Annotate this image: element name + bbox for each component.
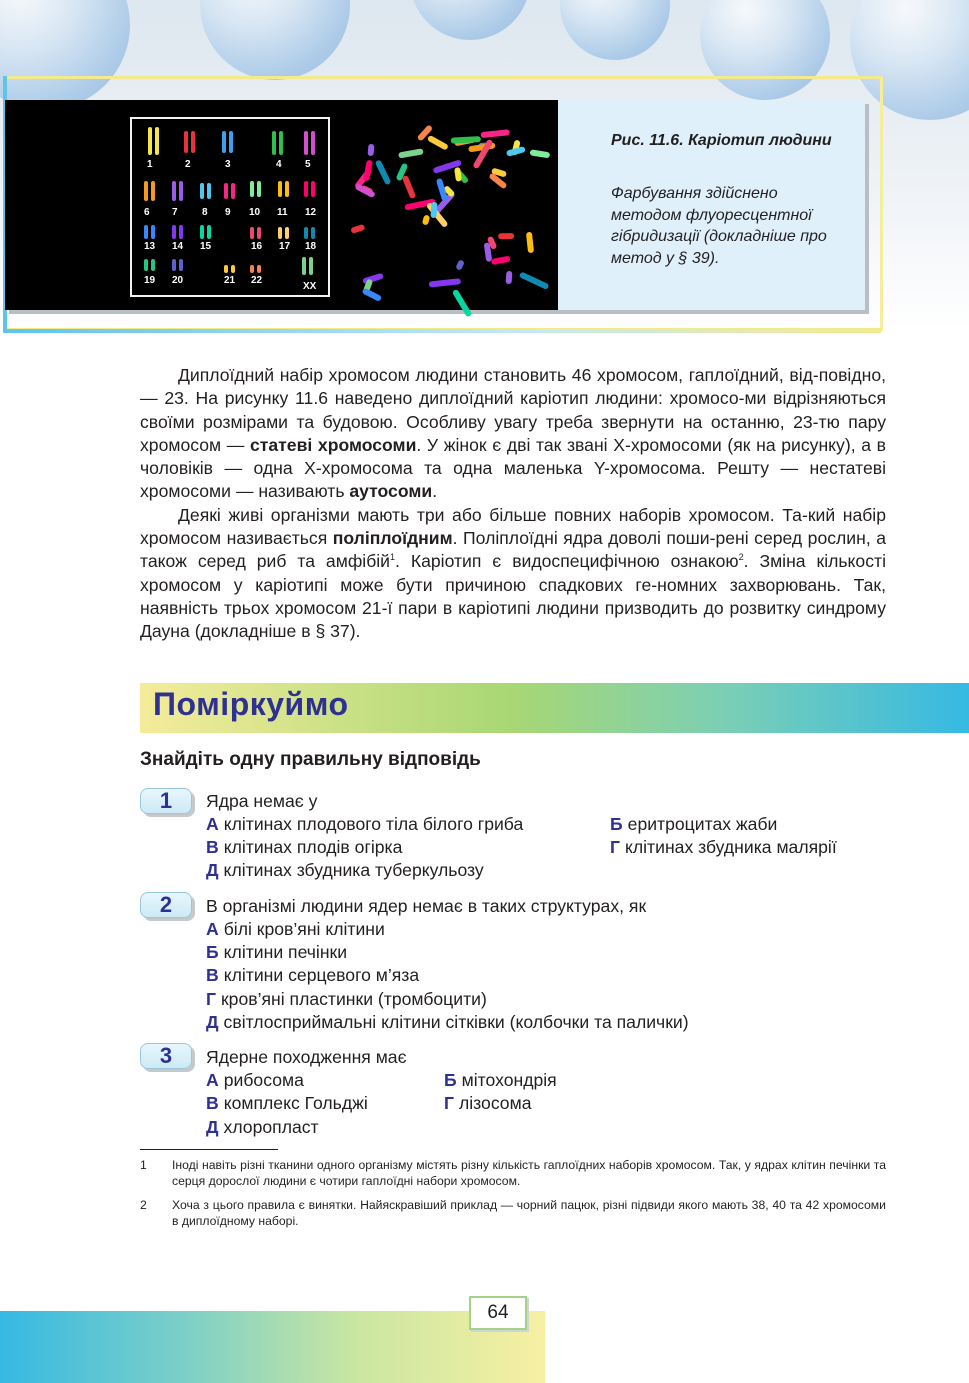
- chromosome: [184, 131, 188, 153]
- chromosome: [427, 135, 449, 151]
- chromosome: [422, 215, 431, 226]
- chromosome: [399, 148, 424, 158]
- chromosome: [222, 131, 226, 153]
- term-sex-chromosomes: статеві хромосоми: [249, 434, 417, 455]
- chromosome: [311, 181, 315, 197]
- chromosome: [250, 265, 254, 273]
- paragraph-1: Диплоїдний набір хромосом людини становить 46 хромосом, гаплоїдний, від-повідно, — 23. На рисунку 11.6 наведено диплоїдний каріотип людини: хромосо-ми відрізняються своїми розмірами та будовою. Особливу увагу треба звернути на останню, 23-тю пару хромосом — статеві хромосоми. У жінок є дві так звані X-хромосоми (як на рисунку), а в чоловіків — одна X-хромосома та одна маленька Y-хромосома. Решту — нестатеві хромосоми — називають аутосоми.: [140, 365, 887, 502]
- chromosome: [304, 227, 308, 239]
- chromosome: [278, 227, 282, 239]
- chromosome: [191, 131, 195, 153]
- question-1-text: Ядра немає у: [206, 791, 318, 811]
- chromosome: [250, 181, 254, 197]
- karyotype-label: 11: [277, 207, 288, 218]
- chromosome: [144, 181, 148, 201]
- chromosome: [498, 233, 514, 239]
- chromosome: [200, 225, 204, 239]
- karyotype-label: 21: [224, 275, 236, 286]
- chromosome: [207, 225, 211, 239]
- chromosome: [480, 129, 510, 138]
- karyotype-label: 2: [185, 159, 191, 170]
- karyotype-label: 20: [172, 275, 184, 286]
- chromosome: [309, 257, 313, 275]
- chromosome: [272, 131, 276, 155]
- q1-option-a[interactable]: А клітинах плодового тіла білого гриба: [206, 814, 524, 834]
- karyotype-label: 7: [172, 207, 178, 218]
- footnote-1-text: Іноді навіть різні тканини одного організму містять різну кількість гаплоїдних наборів хромосом. Так, у ядрах клітин печінки та серця дорослої людини є чотири гаплоїдні набори хромосом.: [172, 1158, 886, 1188]
- chromosome: [311, 227, 315, 239]
- q2-option-g[interactable]: Г кров’яні пластинки (тромбоцити): [206, 989, 487, 1009]
- chromosome: [304, 131, 308, 155]
- q1-option-v[interactable]: В клітинах плодів огірка: [206, 837, 403, 857]
- chromosome: [172, 259, 176, 271]
- chromosome: [454, 166, 462, 181]
- karyotype-label: XX: [303, 281, 317, 292]
- chromosome: [179, 225, 183, 239]
- chromosome: [250, 227, 254, 239]
- chromosome: [231, 265, 235, 273]
- chromosome: [285, 227, 289, 239]
- karyotype-grid: [130, 117, 330, 297]
- question-2-text: В організмі людини ядер немає в таких структурах, як: [206, 896, 647, 916]
- karyotype-label: 14: [172, 241, 184, 252]
- q3-option-a[interactable]: А рибосома: [206, 1070, 304, 1090]
- footnote-2-number: 2: [140, 1198, 147, 1212]
- karyotype-label: 22: [251, 275, 263, 286]
- footnote-ref-2[interactable]: 2: [738, 552, 744, 563]
- chromosome: [451, 136, 481, 144]
- q1-option-d[interactable]: Д клітинах збудника туберкульозу: [206, 860, 484, 880]
- chromosome: [491, 255, 510, 264]
- chromosome: [455, 259, 465, 271]
- chromosome: [151, 181, 155, 201]
- chromosome: [172, 225, 176, 239]
- page-number: 64: [469, 1296, 527, 1330]
- chromosome: [367, 143, 374, 155]
- q1-option-g[interactable]: Г клітинах збудника малярії: [610, 837, 837, 857]
- metaphase-spread-image: [345, 100, 558, 310]
- term-polyploid: поліплоїдним: [332, 528, 453, 549]
- footer-decoration: [0, 1311, 545, 1383]
- chromosome: [529, 149, 549, 158]
- chromosome: [285, 181, 289, 197]
- chromosome: [151, 259, 155, 271]
- task-instruction: Знайдіть одну правильну відповідь: [140, 749, 481, 770]
- chromosome: [257, 227, 261, 239]
- footnote-2-text: Хоча з цього правила є винятки. Найяскравіший приклад — чорний пацюк, різні підвиди якого мають 38, 40 та 42 хромосоми в диплоїдному наборі.: [172, 1198, 886, 1228]
- chromosome: [224, 183, 228, 199]
- karyotype-label: 18: [305, 241, 317, 252]
- footnote-2: [140, 1198, 886, 1229]
- karyotype-label: 6: [144, 207, 150, 218]
- chromosome: [148, 127, 152, 155]
- chromosome: [200, 183, 204, 199]
- chromosome: [179, 259, 183, 271]
- q3-option-v[interactable]: В комплекс Гольджі: [206, 1093, 368, 1113]
- chromosome: [363, 160, 373, 182]
- karyotype-label: 1: [147, 159, 153, 170]
- chromosome: [304, 181, 308, 197]
- chromosome: [519, 271, 550, 290]
- figure-caption-title: Рис. 11.6. Каріотип людини: [611, 132, 832, 149]
- chromosome: [351, 224, 366, 234]
- karyotype-label: 16: [251, 241, 263, 252]
- karyotype-label: 8: [202, 207, 208, 218]
- chromosome: [526, 232, 534, 253]
- q3-option-g[interactable]: Г лізосома: [444, 1093, 532, 1113]
- question-2-number: 2: [140, 892, 192, 918]
- karyotype-label: 19: [144, 275, 156, 286]
- chromosome: [311, 131, 315, 155]
- footnote-divider: [140, 1149, 278, 1150]
- chromosome: [278, 181, 282, 197]
- chromosome: [302, 257, 306, 275]
- footnote-1-number: 1: [140, 1158, 147, 1172]
- question-3-text: Ядерне походження має: [206, 1047, 407, 1067]
- karyotype-label: 3: [225, 159, 231, 170]
- footnote-1: [140, 1158, 886, 1189]
- footnote-ref-1[interactable]: 1: [390, 552, 396, 563]
- chromosome: [172, 181, 176, 201]
- chromosome: [224, 265, 228, 273]
- chromosome: [231, 183, 235, 199]
- chromosome: [257, 265, 261, 273]
- chromosome: [429, 278, 461, 287]
- chromosome: [229, 131, 233, 153]
- figure-frame-bottom: [3, 329, 881, 333]
- karyotype-label: 15: [200, 241, 212, 252]
- chromosome: [257, 181, 261, 197]
- karyotype-label: 13: [144, 241, 156, 252]
- karyotype-label: 10: [249, 207, 261, 218]
- karyotype-label: 17: [279, 241, 291, 252]
- chromosome: [506, 146, 526, 157]
- karyotype-label: 5: [305, 159, 311, 170]
- chromosome: [402, 174, 417, 199]
- section-title: Поміркуймо: [153, 686, 349, 722]
- chromosome: [279, 131, 283, 155]
- term-autosomes: аутосоми: [349, 481, 433, 502]
- figure-caption-text: Фарбування здійснено методом флуоресцентної гібридизації (докладніше про метод у § 39).: [611, 185, 827, 267]
- q2-option-b[interactable]: Б клітини печінки: [206, 942, 348, 962]
- karyotype-label: 4: [276, 159, 282, 170]
- chromosome: [505, 271, 512, 284]
- chromosome: [144, 259, 148, 271]
- body-text: [140, 364, 886, 644]
- question-1-number: 1: [140, 788, 192, 814]
- q3-option-d[interactable]: Д хлоропласт: [206, 1117, 319, 1137]
- chromosome: [207, 183, 211, 199]
- chromosome: [151, 225, 155, 239]
- karyotype-label: 12: [305, 207, 317, 218]
- paragraph-2: Деякі живі організми мають три або більше повних наборів хромосом. Та-кий набір хромосом називається поліплоїдним. Поліплоїдні ядра доволі поши-рені серед рослин, а також серед риб та амфібій$^1$. Каріотип є видоспецифічною ознакою$^2$. Зміна кількості хромосом у каріотипі може бути причиною спадкових ге-номних захворювань. Так, наявність трьох хромосом 21-ї пари в каріотипі людини призводить до розвитку синдрому Дауна (докладніше в § 37).: [140, 504, 886, 642]
- q3-option-b[interactable]: Б мітохондрія: [444, 1070, 557, 1090]
- q2-option-a[interactable]: А білі кров’яні клітини: [206, 919, 385, 939]
- karyotype-label: 9: [225, 207, 231, 218]
- q2-option-v[interactable]: В клітини серцевого м’яза: [206, 965, 420, 985]
- chromosome: [144, 225, 148, 239]
- chromosome: [155, 127, 159, 155]
- question-3-number: 3: [140, 1043, 192, 1069]
- chromosome: [375, 159, 392, 185]
- q2-option-d[interactable]: Д світлосприймальні клітини сітківки (колбочки та палички): [206, 1012, 689, 1032]
- q1-option-b[interactable]: Б еритроцитах жаби: [610, 814, 778, 834]
- chromosome: [362, 288, 382, 302]
- chromosome: [179, 181, 183, 201]
